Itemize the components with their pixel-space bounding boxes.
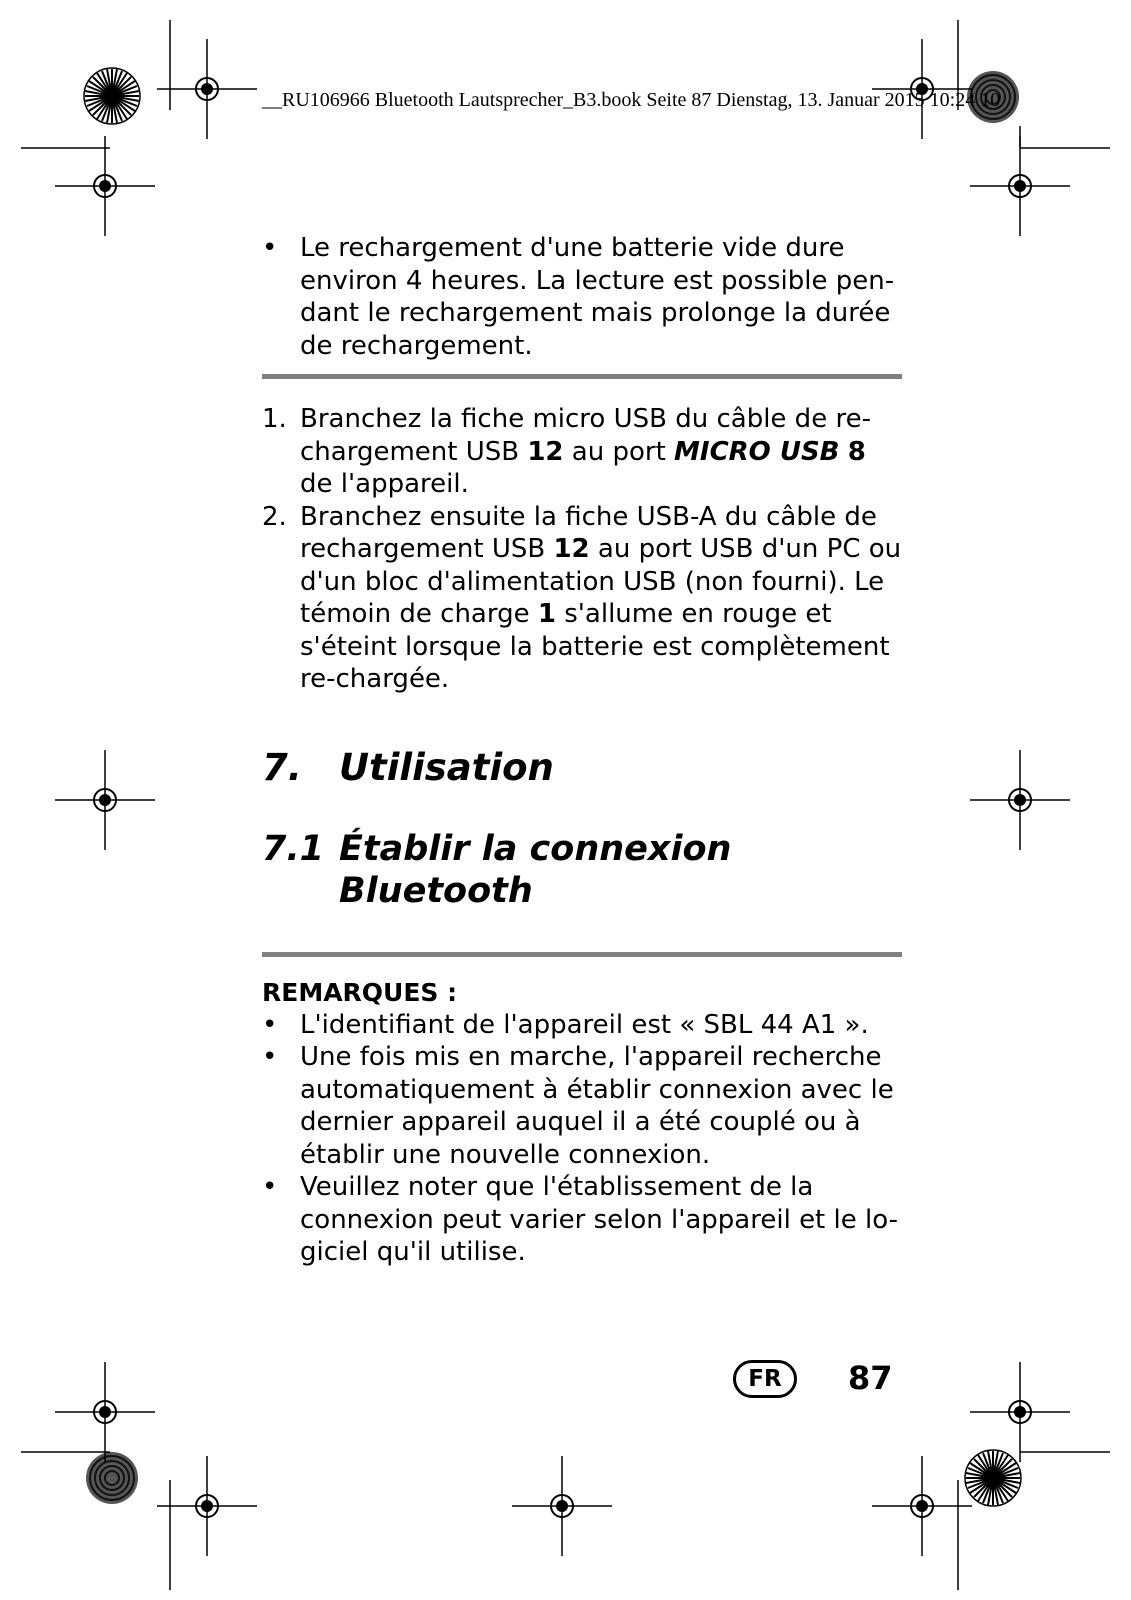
step-item [262, 403, 902, 501]
step-text: s'allume en rouge et s'éteint lorsque la batterie est complètement re-chargée. [300, 599, 890, 694]
intro-bullet [262, 232, 902, 362]
remark-item [262, 1041, 902, 1171]
part-number: 1 [537, 599, 556, 629]
bullet-marker: • [262, 233, 278, 263]
step-text: de l'appareil. [300, 469, 469, 499]
part-number: 12 [527, 436, 564, 467]
subsection-number: 7.1 [262, 828, 325, 869]
subsection-heading [262, 828, 902, 912]
remarks-list [262, 1009, 902, 1269]
step-text: au port USB d'un PC ou d'un bloc d'alimentation USB (non fourni). Le témoin de charge [300, 534, 902, 629]
remark-text: L'identifiant de l'appareil est « SBL 44 A1 ». [300, 1009, 869, 1040]
remark-item [262, 1171, 902, 1269]
step-text: Branchez la fiche micro USB du câble de re-chargement USB [300, 404, 871, 467]
bullet-marker: • [262, 1042, 278, 1072]
bullet-marker: • [262, 1009, 278, 1040]
page-number: 87 [848, 1359, 893, 1397]
subsection-title-line1: Établir la connexion [339, 828, 732, 869]
section-number: 7. [262, 745, 302, 789]
port-label: MICRO USB [674, 436, 840, 467]
intro-bullet-text: Le rechargement d'une batterie vide dure environ 4 heures. La lecture est possible pen-dant le rechargement mais prolonge la durée de rechargement. [300, 233, 895, 361]
remarks-heading: REMARQUES : [262, 977, 458, 1007]
step-text: Branchez ensuite la fiche USB-A du câble de rechargement USB [300, 501, 877, 564]
bullet-marker: • [262, 1172, 278, 1202]
subsection-title-line2: Bluetooth [339, 870, 533, 911]
divider-rule [262, 374, 902, 379]
language-badge: FR [733, 1360, 797, 1398]
step-item [262, 501, 902, 696]
step-number: 2. [262, 501, 287, 532]
step-text: au port [563, 436, 675, 467]
step-number: 1. [262, 404, 287, 434]
step-text [840, 437, 848, 467]
part-number: 12 [553, 534, 590, 564]
book-info-header: __RU106966 Bluetooth Lautsprecher_B3.book Seite 87 Dienstag, 13. Januar 2015 10:24 10 [262, 89, 1001, 111]
steps-list [262, 403, 902, 696]
remark-text: Veuillez noter que l'établissement de la connexion peut varier selon l'appareil et le lo-giciel qu'il utilise. [300, 1172, 898, 1267]
section-heading [262, 746, 902, 790]
remark-item [262, 1009, 902, 1042]
remark-text: Une fois mis en marche, l'appareil recherche automatiquement à établir connexion avec le dernier appareil auquel il a été couplé ou à établir une nouvelle connexion. [300, 1042, 894, 1170]
part-number: 8 [847, 436, 866, 467]
page-content [262, 232, 902, 1269]
section-title: Utilisation [339, 745, 554, 789]
divider-rule [262, 952, 902, 957]
